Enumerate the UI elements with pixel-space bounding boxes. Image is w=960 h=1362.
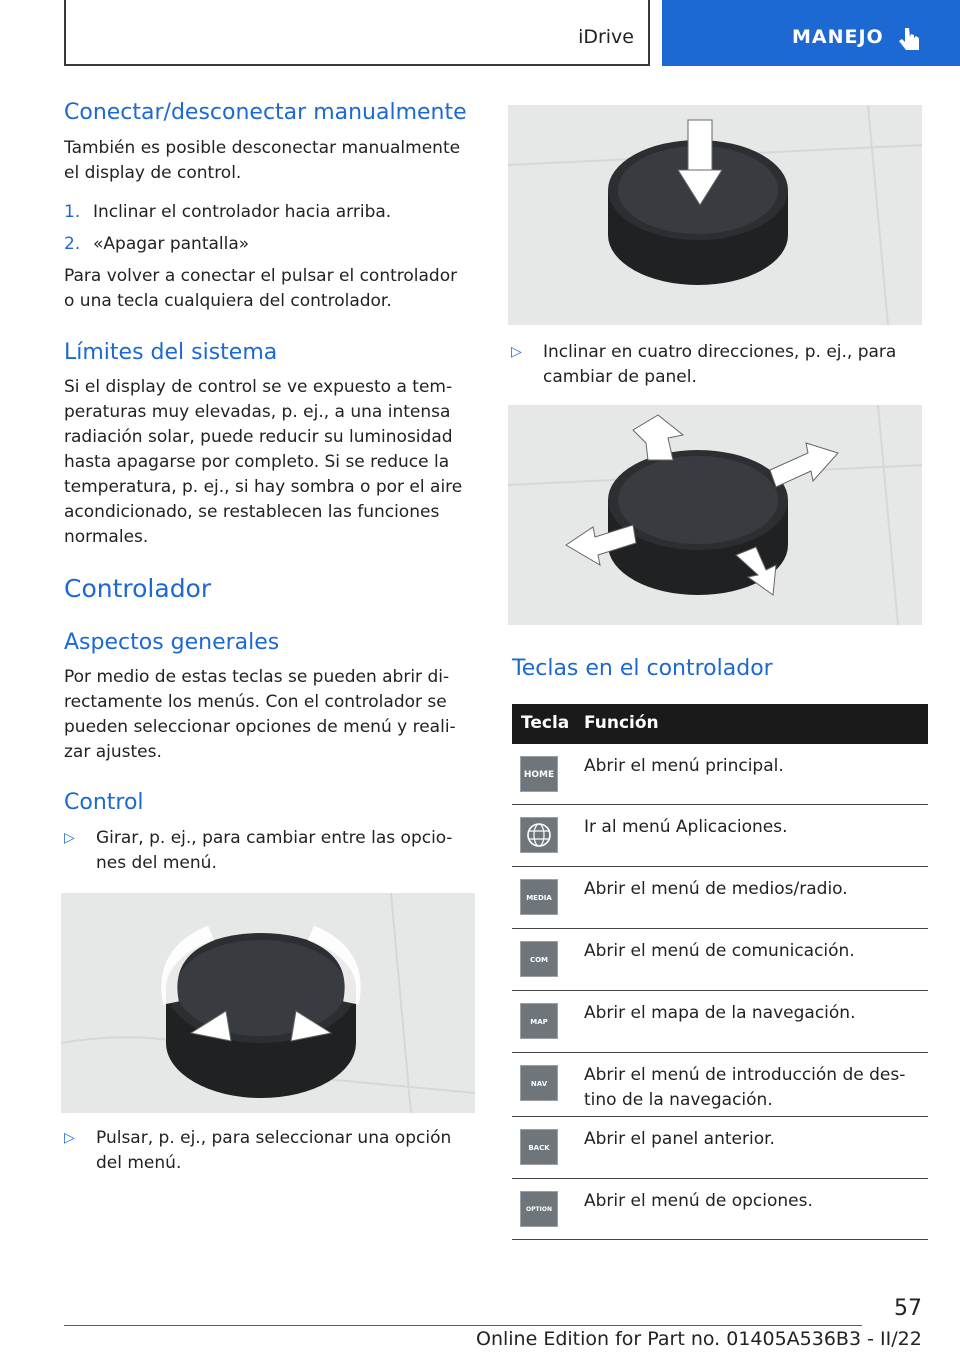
para-line: Por medio de estas teclas se pueden abrir di‐	[64, 667, 450, 687]
function-line: Abrir el panel anterior.	[584, 1129, 775, 1149]
bullet-line: Pulsar, p. ej., para seleccionar una opción	[96, 1128, 452, 1148]
para-line: peraturas muy elevadas, p. ej., a una intensa	[64, 402, 451, 422]
step-text: «Apagar pantalla»	[93, 234, 250, 254]
para-line: acondicionado, se restablecen las funciones	[64, 502, 440, 522]
heading-limites: Límites del sistema	[64, 340, 278, 365]
header-section-box	[64, 0, 650, 66]
table-header	[512, 704, 928, 744]
option-key-icon: OPTION	[520, 1191, 558, 1227]
heading-conectar: Conectar/desconectar manualmente	[64, 100, 467, 125]
heading-aspectos: Aspectos generales	[64, 630, 280, 655]
controller-tilt-image	[508, 405, 922, 625]
para-line: radiación solar, puede reducir su luminosidad	[64, 427, 453, 447]
bullet-line: cambiar de panel.	[543, 367, 697, 387]
para-line: temperatura, p. ej., si hay sombra o por el aire	[64, 477, 463, 497]
bullet-text	[543, 340, 896, 390]
function-line: Abrir el menú principal.	[584, 756, 784, 776]
function-text	[584, 1001, 924, 1026]
function-line: Abrir el mapa de la navegación.	[584, 1003, 856, 1023]
step-text: Inclinar el controlador hacia arriba.	[93, 202, 392, 222]
media-key-icon: MEDIA	[520, 879, 558, 915]
para-limites	[64, 375, 462, 550]
bullet-line: nes del menú.	[96, 853, 217, 873]
function-line: Ir al menú Aplicaciones.	[584, 817, 788, 837]
para-line: el display de control.	[64, 163, 242, 183]
footer-divider	[64, 1325, 862, 1326]
function-text	[584, 815, 924, 840]
column-header-funcion: Función	[584, 713, 659, 733]
para-conectar	[64, 136, 460, 186]
para-line: Si el display de control se ve expuesto a tem‐	[64, 377, 453, 397]
header-chapter-tab[interactable]	[662, 0, 960, 66]
keys-table	[512, 704, 928, 1240]
function-line: tino de la navegación.	[584, 1090, 773, 1110]
para-line: pueden seleccionar opciones de menú y reali‐	[64, 717, 456, 737]
para-line: o una tecla cualquiera del controlador.	[64, 291, 392, 311]
page-number: 57	[894, 1296, 922, 1321]
bullet-triangle-icon: ▷	[64, 1130, 75, 1146]
bullet-text	[96, 826, 452, 876]
function-text	[584, 939, 924, 964]
table-row	[512, 1053, 928, 1117]
function-text	[584, 1063, 924, 1113]
table-row	[512, 805, 928, 867]
para-line: Para volver a conectar el pulsar el controlador	[64, 266, 458, 286]
para-line: hasta apagarse por completo. Si se reduce la	[64, 452, 450, 472]
function-line: Abrir el menú de opciones.	[584, 1191, 813, 1211]
com-key-icon: COM	[520, 941, 558, 977]
para-volver	[64, 264, 457, 314]
table-row	[512, 744, 928, 805]
map-key-icon: MAP	[520, 1003, 558, 1039]
globe-key-icon	[520, 817, 558, 853]
function-text	[584, 1127, 924, 1152]
heading-teclas: Teclas en el controlador	[512, 656, 773, 681]
heading-controlador: Controlador	[64, 574, 212, 603]
para-aspectos	[64, 665, 456, 765]
nav-key-icon: NAV	[520, 1065, 558, 1101]
table-row	[512, 991, 928, 1053]
bullet-triangle-icon: ▷	[64, 830, 75, 846]
header-section-title: iDrive	[578, 26, 634, 48]
steering-hand-icon	[897, 26, 923, 54]
step-number: 2.	[64, 234, 81, 254]
step-number: 1.	[64, 202, 81, 222]
bullet-text	[96, 1126, 451, 1176]
bullet-line: del menú.	[96, 1153, 182, 1173]
column-header-tecla: Tecla	[521, 713, 570, 733]
function-text	[584, 877, 924, 902]
para-line: normales.	[64, 527, 149, 547]
para-line: rectamente los menús. Con el controlador se	[64, 692, 447, 712]
bullet-pulsar	[64, 1126, 484, 1176]
table-row	[512, 1179, 928, 1240]
function-line: Abrir el menú de medios/radio.	[584, 879, 848, 899]
controller-rotate-image	[61, 893, 475, 1113]
table-row	[512, 1117, 928, 1179]
heading-control: Control	[64, 790, 144, 815]
function-text	[584, 1189, 924, 1214]
bullet-inclinar	[511, 340, 931, 390]
step-item	[64, 232, 484, 257]
step-item	[64, 200, 484, 225]
back-key-icon: BACK	[520, 1129, 558, 1165]
controller-press-image	[508, 105, 922, 325]
para-line: También es posible desconectar manualmente	[64, 138, 461, 158]
bullet-line: Inclinar en cuatro direcciones, p. ej., para	[543, 342, 897, 362]
table-row	[512, 867, 928, 929]
function-text	[584, 754, 924, 779]
function-line: Abrir el menú de comunicación.	[584, 941, 855, 961]
function-line: Abrir el menú de introducción de des‐	[584, 1065, 906, 1085]
bullet-triangle-icon: ▷	[511, 344, 522, 360]
home-key-icon: HOME	[520, 756, 558, 792]
bullet-girar	[64, 826, 484, 876]
footer-edition: Online Edition for Part no. 01405A536B3 - II/22	[476, 1328, 922, 1350]
header-chapter-label: MANEJO	[792, 26, 884, 48]
para-line: zar ajustes.	[64, 742, 162, 762]
table-row	[512, 929, 928, 991]
bullet-line: Girar, p. ej., para cambiar entre las opcio‐	[96, 828, 453, 848]
